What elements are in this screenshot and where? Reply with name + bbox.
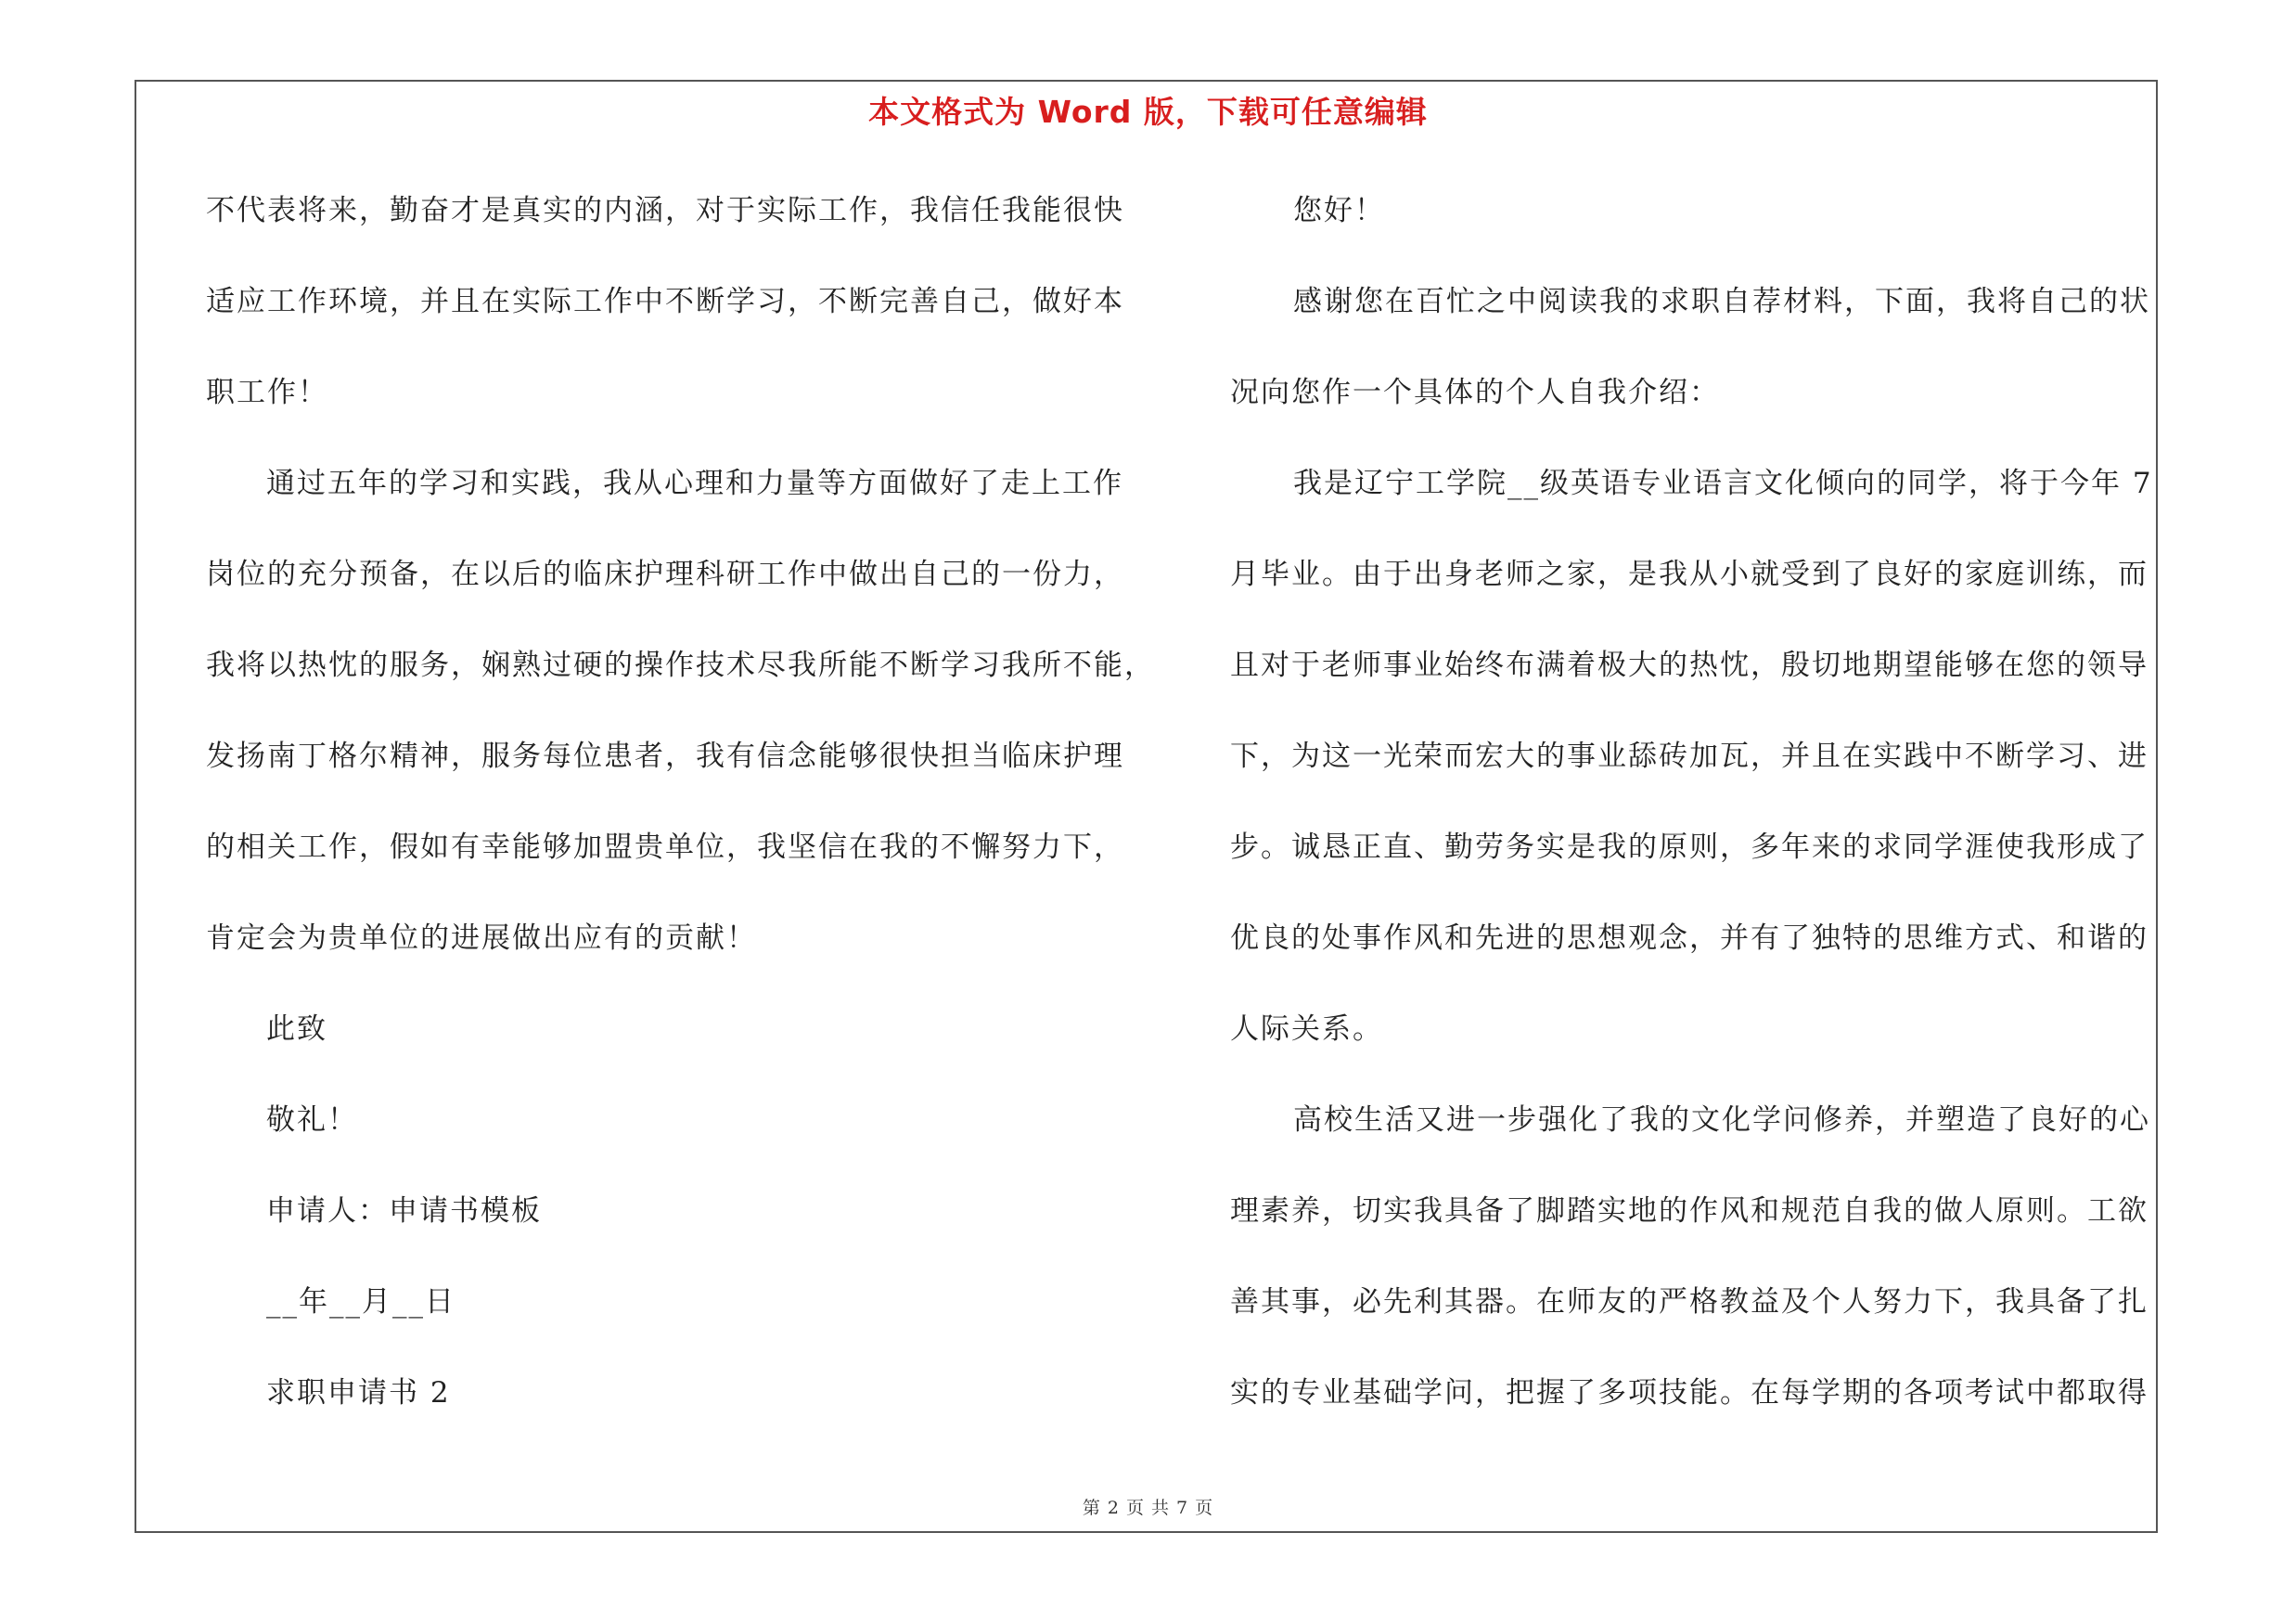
paragraph-line: 且对于老师事业始终布满着极大的热忱，殷切地期望能够在您的领导 xyxy=(1230,649,2148,682)
applicant-signature: 申请人：申请书模板 xyxy=(266,1194,542,1228)
paragraph-line: 实的专业基础学问，把握了多项技能。在每学期的各项考试中都取得 xyxy=(1230,1376,2148,1410)
paragraph-line: 况向您作一个具体的个人自我介绍： xyxy=(1230,376,1720,409)
paragraph-line: 人际关系。 xyxy=(1230,1012,1383,1046)
page-number-footer: 第 2 页 共 7 页 xyxy=(1082,1498,1214,1518)
paragraph-line: 适应工作环境，并且在实际工作中不断学习，不断完善自己，做好本 xyxy=(206,285,1124,318)
section-heading: 求职申请书 2 xyxy=(266,1376,451,1410)
paragraph-line: 我将以热忱的服务，娴熟过硬的操作技术尽我所能不断学习我所不能， xyxy=(206,649,1155,682)
paragraph-line: 理素养，切实我具备了脚踏实地的作风和规范自我的做人原则。工欲 xyxy=(1230,1194,2148,1228)
paragraph-line: 步。诚恳正直、勤劳务实是我的原则，多年来的求同学涯使我形成了 xyxy=(1230,831,2148,864)
right-column xyxy=(1230,181,2153,1454)
format-notice-banner: 本文格式为 Word 版，下载可任意编辑 xyxy=(868,94,1428,130)
paragraph-line: 不代表将来，勤奋才是真实的内涵，对于实际工作，我信任我能很快 xyxy=(206,194,1124,227)
closing-regards: 敬礼！ xyxy=(266,1103,358,1137)
closing-salutation: 此致 xyxy=(266,1012,327,1046)
paragraph-line: 感谢您在百忙之中阅读我的求职自荐材料，下面，我将自己的状 xyxy=(1293,285,2150,318)
paragraph-line: 岗位的充分预备，在以后的临床护理科研工作中做出自己的一份力， xyxy=(206,558,1124,591)
paragraph-line: 肯定会为贵单位的进展做出应有的贡献！ xyxy=(206,921,757,955)
paragraph-line: 职工作！ xyxy=(206,376,328,409)
paragraph-line: 的相关工作，假如有幸能够加盟贵单位，我坚信在我的不懈努力下， xyxy=(206,831,1124,864)
paragraph-line: 优良的处事作风和先进的思想观念，并有了独特的思维方式、和谐的 xyxy=(1230,921,2148,955)
paragraph-line: 高校生活又进一步强化了我的文化学问修养，并塑造了良好的心 xyxy=(1293,1103,2150,1137)
left-column xyxy=(206,181,1155,1454)
date-line: __年__月__日 xyxy=(266,1285,455,1319)
greeting: 您好！ xyxy=(1293,194,1385,227)
paragraph-line: 我是辽宁工学院__级英语专业语言文化倾向的同学，将于今年 7 xyxy=(1293,467,2153,500)
paragraph-line: 善其事，必先利其器。在师友的严格教益及个人努力下，我具备了扎 xyxy=(1230,1285,2148,1319)
paragraph-line: 下，为这一光荣而宏大的事业舔砖加瓦，并且在实践中不断学习、进 xyxy=(1230,740,2148,773)
paragraph-line: 通过五年的学习和实践，我从心理和力量等方面做好了走上工作 xyxy=(266,467,1123,500)
paragraph-line: 月毕业。由于出身老师之家，是我从小就受到了良好的家庭训练，而 xyxy=(1230,558,2148,591)
paragraph-line: 发扬南丁格尔精神，服务每位患者，我有信念能够很快担当临床护理 xyxy=(206,740,1124,773)
